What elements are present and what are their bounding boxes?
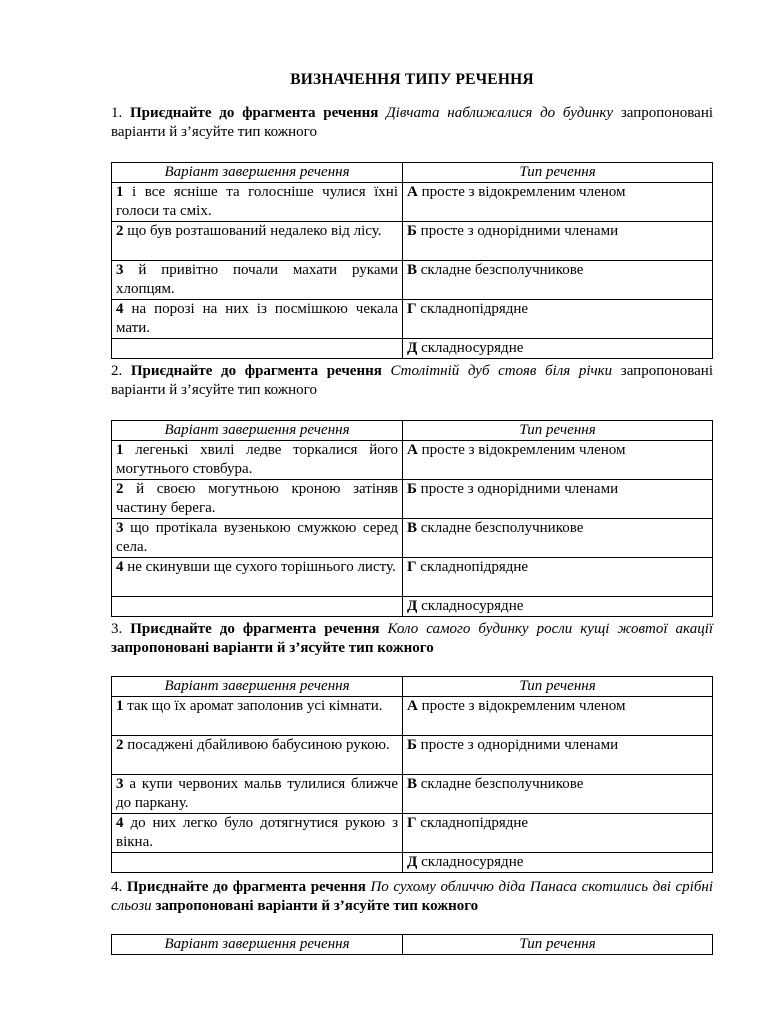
task-fragment: Столітній дуб стояв біля річки <box>390 363 613 379</box>
option-cell: 1 і все ясніше та голосніше чулися їхні голоси та сміх. <box>112 183 403 222</box>
table-row <box>112 853 713 873</box>
type-cell: В складне безсполучникове <box>403 519 713 558</box>
task-number: 2. <box>111 363 123 379</box>
task-number: 1. <box>111 105 123 121</box>
type-cell: Д складносурядне <box>403 597 713 617</box>
option-cell: 3 й привітно почали махати руками хлопцям. <box>112 261 403 300</box>
type-cell: Б просте з однорідними членами <box>403 736 713 775</box>
table-row <box>112 261 713 300</box>
header-variant: Варіант завершення речення <box>112 421 403 441</box>
type-cell: А просте з відокремленим членом <box>403 441 713 480</box>
option-cell-empty <box>112 853 403 873</box>
header-variant: Варіант завершення речення <box>112 677 403 697</box>
option-cell-empty <box>112 597 403 617</box>
type-cell: Г складнопідрядне <box>403 814 713 853</box>
task-3-instruction <box>111 620 713 658</box>
task-number: 3. <box>111 621 123 637</box>
table-row <box>112 183 713 222</box>
page-title: ВИЗНАЧЕННЯ ТИПУ РЕЧЕННЯ <box>290 71 534 88</box>
option-cell: 4 не скинувши ще сухого торішнього листу. <box>112 558 403 597</box>
task-lead: Приєднайте до фрагмента речення <box>130 363 382 379</box>
task-fragment: Дівчата наближалися до будинку <box>386 105 614 121</box>
table-row <box>112 736 713 775</box>
task-1-instruction <box>111 104 713 142</box>
header-variant: Варіант завершення речення <box>112 163 403 183</box>
type-cell: Д складносурядне <box>403 339 713 359</box>
task-2-table <box>111 420 713 617</box>
option-cell: 4 до них легко було дотягнутися рукою з вікна. <box>112 814 403 853</box>
task-lead: Приєднайте до фрагмента речення <box>130 105 379 121</box>
task-2-instruction <box>111 362 713 400</box>
table-row <box>112 775 713 814</box>
task-tail: запропоновані варіанти й з’ясуйте тип кожного <box>111 640 434 656</box>
table-row <box>112 519 713 558</box>
type-cell: В складне безсполучникове <box>403 775 713 814</box>
table-row <box>112 300 713 339</box>
task-lead: Приєднайте до фрагмента речення <box>130 621 380 637</box>
type-cell: Б просте з однорідними членами <box>403 480 713 519</box>
task-number: 4. <box>111 879 123 895</box>
option-cell: 1 легенькі хвилі ледве торкалися його могутнього стовбура. <box>112 441 403 480</box>
task-tail: запропоновані варіанти й з’ясуйте тип кожного <box>111 105 714 140</box>
task-3-table <box>111 676 713 873</box>
option-cell: 3 а купи червоних мальв тулилися ближче до паркану. <box>112 775 403 814</box>
type-cell: А просте з відокремленим членом <box>403 183 713 222</box>
table-row <box>112 339 713 359</box>
table-row <box>112 222 713 261</box>
option-cell: 1 так що їх аромат заполонив усі кімнати. <box>112 697 403 736</box>
task-fragment: Коло самого будинку росли кущі жовтої акації <box>387 621 714 637</box>
table-row <box>112 480 713 519</box>
option-cell: 3 що протікала вузенькою смужкою серед села. <box>112 519 403 558</box>
task-4-table <box>111 934 713 955</box>
task-lead: Приєднайте до фрагмента речення <box>126 879 366 895</box>
type-cell: Д складносурядне <box>403 853 713 873</box>
task-1-table <box>111 162 713 359</box>
header-type: Тип речення <box>403 677 713 697</box>
type-cell: В складне безсполучникове <box>403 261 713 300</box>
header-type: Тип речення <box>403 163 713 183</box>
task-4-instruction <box>111 878 713 916</box>
header-type: Тип речення <box>403 421 713 441</box>
type-cell: Б просте з однорідними членами <box>403 222 713 261</box>
option-cell: 2 посаджені дбайливою бабусиною рукою. <box>112 736 403 775</box>
task-fragment: По сухому обличчю діда Панаса скотились дві срібні сльози <box>111 879 713 914</box>
type-cell: Г складнопідрядне <box>403 558 713 597</box>
table-row <box>112 697 713 736</box>
table-row <box>112 814 713 853</box>
task-tail: запропоновані варіанти й з’ясуйте тип кожного <box>155 898 479 914</box>
type-cell: Г складнопідрядне <box>403 300 713 339</box>
option-cell: 2 що був розташований недалеко від лісу. <box>112 222 403 261</box>
option-cell: 4 на порозі на них із посмішкою чекала мати. <box>112 300 403 339</box>
option-cell: 2 й своєю могутньою кроною затіняв частину берега. <box>112 480 403 519</box>
header-type: Тип речення <box>403 935 713 955</box>
type-cell: А просте з відокремленим членом <box>403 697 713 736</box>
header-variant: Варіант завершення речення <box>112 935 403 955</box>
option-cell-empty <box>112 339 403 359</box>
table-row <box>112 597 713 617</box>
table-row <box>112 441 713 480</box>
table-row <box>112 558 713 597</box>
task-tail: запропоновані варіанти й з’ясуйте тип кожного <box>111 363 713 398</box>
